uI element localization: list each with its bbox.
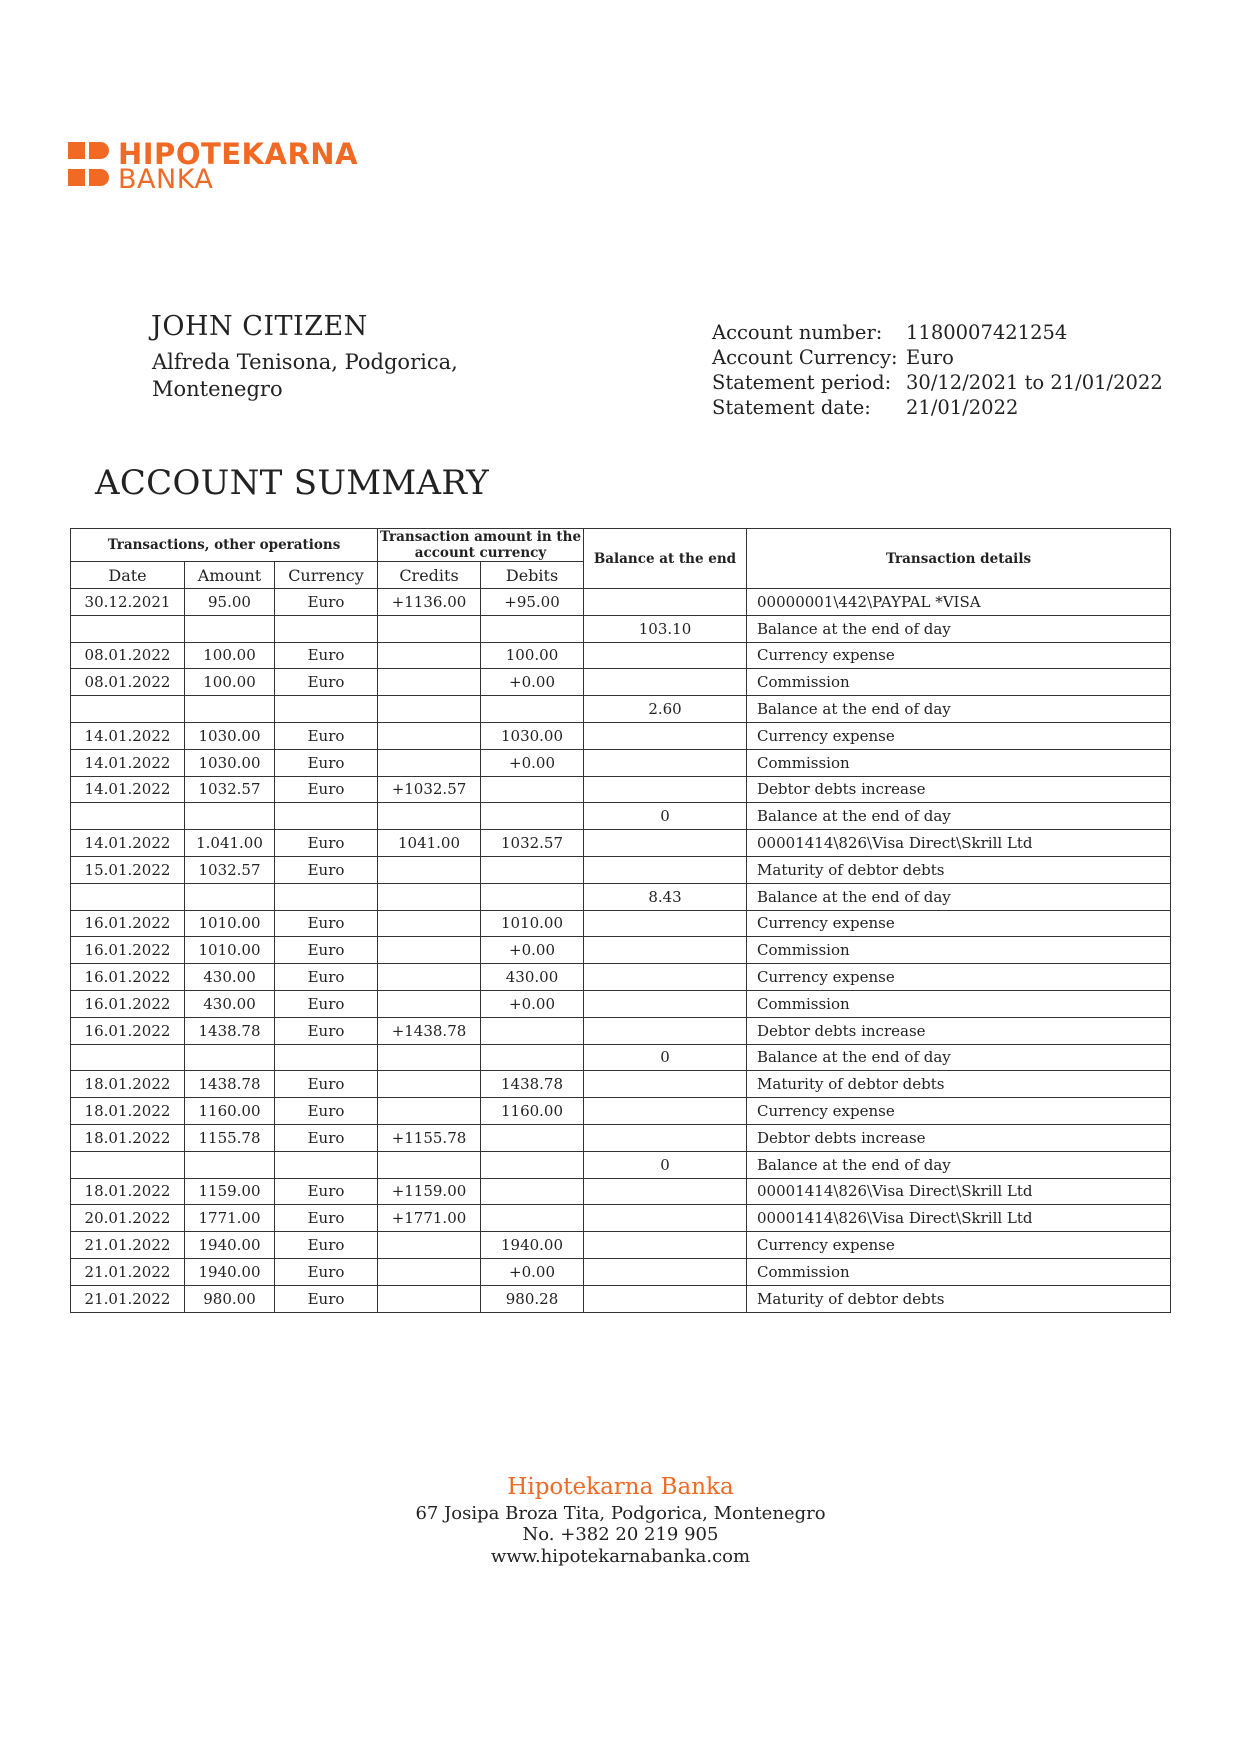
statement-date-label: Statement date:: [712, 396, 871, 419]
cell-details: Debtor debts increase: [747, 776, 1171, 803]
table-row: [71, 1285, 1171, 1312]
cell-debits: +0.00: [481, 669, 584, 696]
cell-balance: [584, 669, 747, 696]
cell-date: 18.01.2022: [71, 1071, 185, 1098]
cell-balance: [584, 749, 747, 776]
cell-credits: [378, 696, 481, 723]
cell-details: Currency expense: [747, 1232, 1171, 1259]
cell-currency: Euro: [275, 1124, 378, 1151]
table-row: [71, 1044, 1171, 1071]
cell-details: Balance at the end of day: [747, 883, 1171, 910]
cell-balance: [584, 1178, 747, 1205]
cell-currency: Euro: [275, 830, 378, 857]
table-row: [71, 1258, 1171, 1285]
cell-credits: [378, 910, 481, 937]
cell-amount: 1.041.00: [185, 830, 275, 857]
cell-debits: 1032.57: [481, 830, 584, 857]
table-row: [71, 830, 1171, 857]
table-row: [71, 776, 1171, 803]
cell-balance: [584, 856, 747, 883]
cell-date: 21.01.2022: [71, 1285, 185, 1312]
cell-currency: Euro: [275, 749, 378, 776]
cell-currency: Euro: [275, 722, 378, 749]
cell-credits: [378, 1098, 481, 1125]
cell-debits: [481, 856, 584, 883]
cell-details: Debtor debts increase: [747, 1017, 1171, 1044]
cell-amount: 1155.78: [185, 1124, 275, 1151]
cell-date: 16.01.2022: [71, 990, 185, 1017]
cell-details: Currency expense: [747, 722, 1171, 749]
cell-credits: +1159.00: [378, 1178, 481, 1205]
cell-date: [71, 696, 185, 723]
footer-website: www.hipotekarnabanka.com: [490, 1546, 751, 1567]
cell-credits: +1155.78: [378, 1124, 481, 1151]
cell-date: 08.01.2022: [71, 642, 185, 669]
cell-currency: Euro: [275, 964, 378, 991]
table-row: [71, 937, 1171, 964]
cell-currency: Euro: [275, 856, 378, 883]
cell-details: Commission: [747, 990, 1171, 1017]
cell-amount: 1940.00: [185, 1232, 275, 1259]
header-debits: Debits: [481, 562, 584, 589]
table-row: [71, 1178, 1171, 1205]
cell-currency: Euro: [275, 910, 378, 937]
cell-currency: Euro: [275, 1071, 378, 1098]
cell-date: 21.01.2022: [71, 1232, 185, 1259]
cell-credits: 1041.00: [378, 830, 481, 857]
cell-amount: 1010.00: [185, 910, 275, 937]
table-row: [71, 696, 1171, 723]
header-transactions: Transactions, other operations: [71, 529, 378, 562]
cell-details: 00000001\442\PAYPAL *VISA: [747, 589, 1171, 616]
cell-credits: [378, 1258, 481, 1285]
statement-period-label: Statement period:: [712, 371, 892, 394]
account-number-value: 1180007421254: [906, 321, 1068, 344]
cell-debits: [481, 1205, 584, 1232]
cell-balance: [584, 910, 747, 937]
cell-currency: Euro: [275, 1017, 378, 1044]
cell-balance: [584, 776, 747, 803]
table-row: [71, 1205, 1171, 1232]
cell-date: 16.01.2022: [71, 1017, 185, 1044]
footer-bank-name: Hipotekarna Banka: [507, 1474, 734, 1500]
cell-amount: 1030.00: [185, 722, 275, 749]
cell-debits: 430.00: [481, 964, 584, 991]
cell-credits: [378, 749, 481, 776]
cell-debits: [481, 803, 584, 830]
cell-amount: 1010.00: [185, 937, 275, 964]
cell-balance: [584, 722, 747, 749]
table-row: [71, 910, 1171, 937]
cell-debits: +95.00: [481, 589, 584, 616]
cell-debits: [481, 776, 584, 803]
table-row: [71, 1071, 1171, 1098]
table-row: [71, 1151, 1171, 1178]
cell-amount: 1032.57: [185, 856, 275, 883]
cell-credits: [378, 1285, 481, 1312]
cell-currency: Euro: [275, 937, 378, 964]
cell-debits: [481, 1044, 584, 1071]
section-title: ACCOUNT SUMMARY: [95, 463, 489, 503]
cell-currency: Euro: [275, 589, 378, 616]
cell-details: Commission: [747, 749, 1171, 776]
cell-debits: [481, 1178, 584, 1205]
cell-details: 00001414\826\Visa Direct\Skrill Ltd: [747, 830, 1171, 857]
cell-details: Commission: [747, 669, 1171, 696]
cell-date: 18.01.2022: [71, 1124, 185, 1151]
cell-balance: [584, 990, 747, 1017]
table-row: [71, 589, 1171, 616]
cell-amount: 95.00: [185, 589, 275, 616]
cell-amount: [185, 696, 275, 723]
cell-balance: [584, 1285, 747, 1312]
cell-currency: Euro: [275, 1205, 378, 1232]
table-row: [71, 1232, 1171, 1259]
cell-credits: [378, 1151, 481, 1178]
cell-balance: [584, 1258, 747, 1285]
cell-credits: [378, 964, 481, 991]
cell-balance: [584, 937, 747, 964]
cell-debits: 100.00: [481, 642, 584, 669]
cell-date: 16.01.2022: [71, 964, 185, 991]
cell-amount: 1438.78: [185, 1017, 275, 1044]
header-credits: Credits: [378, 562, 481, 589]
cell-debits: [481, 696, 584, 723]
cell-date: [71, 615, 185, 642]
cell-amount: [185, 803, 275, 830]
footer-address: 67 Josipa Broza Tita, Podgorica, Montenegro: [415, 1503, 826, 1524]
table-row: [71, 856, 1171, 883]
cell-date: 21.01.2022: [71, 1258, 185, 1285]
cell-debits: +0.00: [481, 990, 584, 1017]
cell-details: Currency expense: [747, 642, 1171, 669]
cell-currency: [275, 696, 378, 723]
cell-balance: 0: [584, 1044, 747, 1071]
cell-currency: [275, 1151, 378, 1178]
table-row: [71, 642, 1171, 669]
table-row: [71, 883, 1171, 910]
cell-date: 08.01.2022: [71, 669, 185, 696]
cell-balance: [584, 642, 747, 669]
cell-amount: 1159.00: [185, 1178, 275, 1205]
cell-date: 14.01.2022: [71, 722, 185, 749]
cell-currency: Euro: [275, 642, 378, 669]
cell-currency: Euro: [275, 990, 378, 1017]
cell-debits: 1030.00: [481, 722, 584, 749]
table-row: [71, 1124, 1171, 1151]
cell-details: Balance at the end of day: [747, 696, 1171, 723]
header-amount-in-currency: Transaction amount in the account currency: [378, 529, 584, 562]
cell-debits: [481, 883, 584, 910]
cell-amount: 100.00: [185, 669, 275, 696]
table-row: [71, 749, 1171, 776]
cell-balance: [584, 589, 747, 616]
account-number-label: Account number:: [712, 321, 883, 344]
cell-debits: [481, 1151, 584, 1178]
cell-date: 18.01.2022: [71, 1098, 185, 1125]
cell-credits: +1032.57: [378, 776, 481, 803]
cell-credits: [378, 669, 481, 696]
cell-debits: [481, 615, 584, 642]
cell-balance: [584, 1098, 747, 1125]
cell-credits: [378, 1071, 481, 1098]
cell-date: 14.01.2022: [71, 830, 185, 857]
cell-amount: [185, 1151, 275, 1178]
cell-date: [71, 803, 185, 830]
cell-currency: Euro: [275, 1258, 378, 1285]
cell-details: Maturity of debtor debts: [747, 1285, 1171, 1312]
cell-details: Commission: [747, 937, 1171, 964]
customer-address-line1: Alfreda Tenisona, Podgorica,: [152, 350, 458, 374]
cell-amount: 100.00: [185, 642, 275, 669]
cell-credits: [378, 937, 481, 964]
cell-credits: [378, 642, 481, 669]
cell-date: 20.01.2022: [71, 1205, 185, 1232]
cell-credits: +1136.00: [378, 589, 481, 616]
cell-debits: 980.28: [481, 1285, 584, 1312]
cell-balance: 2.60: [584, 696, 747, 723]
cell-credits: +1771.00: [378, 1205, 481, 1232]
cell-balance: [584, 1232, 747, 1259]
account-currency-value: Euro: [906, 346, 954, 369]
table-row: [71, 669, 1171, 696]
cell-amount: [185, 883, 275, 910]
cell-currency: Euro: [275, 1285, 378, 1312]
cell-credits: [378, 856, 481, 883]
cell-balance: [584, 1205, 747, 1232]
cell-credits: [378, 615, 481, 642]
cell-details: Balance at the end of day: [747, 1151, 1171, 1178]
cell-credits: [378, 990, 481, 1017]
cell-balance: [584, 1124, 747, 1151]
footer-phone: No. +382 20 219 905: [522, 1524, 719, 1545]
header-balance: Balance at the end: [584, 529, 747, 589]
statement-date-value: 21/01/2022: [906, 396, 1019, 419]
bank-logo: [68, 137, 368, 195]
cell-amount: 980.00: [185, 1285, 275, 1312]
cell-balance: [584, 1017, 747, 1044]
account-currency-label: Account Currency:: [712, 346, 898, 369]
cell-balance: [584, 964, 747, 991]
cell-amount: 1032.57: [185, 776, 275, 803]
logo-text-line2: BANKA: [118, 164, 214, 195]
cell-currency: Euro: [275, 669, 378, 696]
cell-details: Currency expense: [747, 1098, 1171, 1125]
cell-debits: +0.00: [481, 937, 584, 964]
table-row: [71, 990, 1171, 1017]
cell-amount: 430.00: [185, 990, 275, 1017]
cell-balance: [584, 1071, 747, 1098]
header-details: Transaction details: [747, 529, 1171, 589]
cell-credits: [378, 1044, 481, 1071]
cell-amount: 430.00: [185, 964, 275, 991]
cell-currency: Euro: [275, 776, 378, 803]
header-currency: Currency: [275, 562, 378, 589]
cell-details: Debtor debts increase: [747, 1124, 1171, 1151]
cell-currency: Euro: [275, 1178, 378, 1205]
cell-currency: [275, 883, 378, 910]
cell-date: [71, 883, 185, 910]
statement-period-value: 30/12/2021 to 21/01/2022: [906, 371, 1163, 394]
cell-date: 18.01.2022: [71, 1178, 185, 1205]
cell-currency: [275, 1044, 378, 1071]
cell-amount: [185, 615, 275, 642]
cell-credits: [378, 722, 481, 749]
cell-debits: [481, 1017, 584, 1044]
cell-debits: 1940.00: [481, 1232, 584, 1259]
cell-balance: [584, 830, 747, 857]
cell-debits: +0.00: [481, 1258, 584, 1285]
cell-debits: 1160.00: [481, 1098, 584, 1125]
cell-balance: 0: [584, 803, 747, 830]
transactions-table: [70, 528, 1171, 1313]
cell-details: Maturity of debtor debts: [747, 856, 1171, 883]
cell-date: 30.12.2021: [71, 589, 185, 616]
cell-credits: [378, 883, 481, 910]
table-row: [71, 1098, 1171, 1125]
cell-credits: [378, 803, 481, 830]
cell-details: Balance at the end of day: [747, 803, 1171, 830]
header-amount: Amount: [185, 562, 275, 589]
logo-mark: [68, 139, 112, 191]
table-row: [71, 803, 1171, 830]
cell-amount: [185, 1044, 275, 1071]
cell-details: 00001414\826\Visa Direct\Skrill Ltd: [747, 1205, 1171, 1232]
cell-amount: 1438.78: [185, 1071, 275, 1098]
customer-name: JOHN CITIZEN: [151, 311, 368, 342]
cell-details: Currency expense: [747, 964, 1171, 991]
cell-details: Maturity of debtor debts: [747, 1071, 1171, 1098]
cell-details: Commission: [747, 1258, 1171, 1285]
table-row: [71, 722, 1171, 749]
logo-text-line1: HIPOTEKARNA: [118, 137, 359, 171]
cell-balance: 8.43: [584, 883, 747, 910]
cell-currency: Euro: [275, 1232, 378, 1259]
cell-currency: [275, 615, 378, 642]
table-row: [71, 1017, 1171, 1044]
cell-debits: 1438.78: [481, 1071, 584, 1098]
cell-date: 15.01.2022: [71, 856, 185, 883]
cell-details: 00001414\826\Visa Direct\Skrill Ltd: [747, 1178, 1171, 1205]
cell-debits: [481, 1124, 584, 1151]
cell-date: 16.01.2022: [71, 910, 185, 937]
cell-details: Balance at the end of day: [747, 615, 1171, 642]
cell-date: 14.01.2022: [71, 776, 185, 803]
cell-date: 14.01.2022: [71, 749, 185, 776]
cell-amount: 1771.00: [185, 1205, 275, 1232]
cell-amount: 1940.00: [185, 1258, 275, 1285]
cell-debits: 1010.00: [481, 910, 584, 937]
cell-balance: 0: [584, 1151, 747, 1178]
cell-debits: +0.00: [481, 749, 584, 776]
cell-currency: Euro: [275, 1098, 378, 1125]
cell-details: Currency expense: [747, 910, 1171, 937]
table-row: [71, 964, 1171, 991]
cell-date: [71, 1151, 185, 1178]
header-date: Date: [71, 562, 185, 589]
customer-address-line2: Montenegro: [152, 377, 283, 401]
cell-currency: [275, 803, 378, 830]
table-row: [71, 615, 1171, 642]
cell-credits: +1438.78: [378, 1017, 481, 1044]
cell-amount: 1160.00: [185, 1098, 275, 1125]
cell-date: 16.01.2022: [71, 937, 185, 964]
cell-amount: 1030.00: [185, 749, 275, 776]
cell-details: Balance at the end of day: [747, 1044, 1171, 1071]
cell-balance: 103.10: [584, 615, 747, 642]
cell-credits: [378, 1232, 481, 1259]
cell-date: [71, 1044, 185, 1071]
